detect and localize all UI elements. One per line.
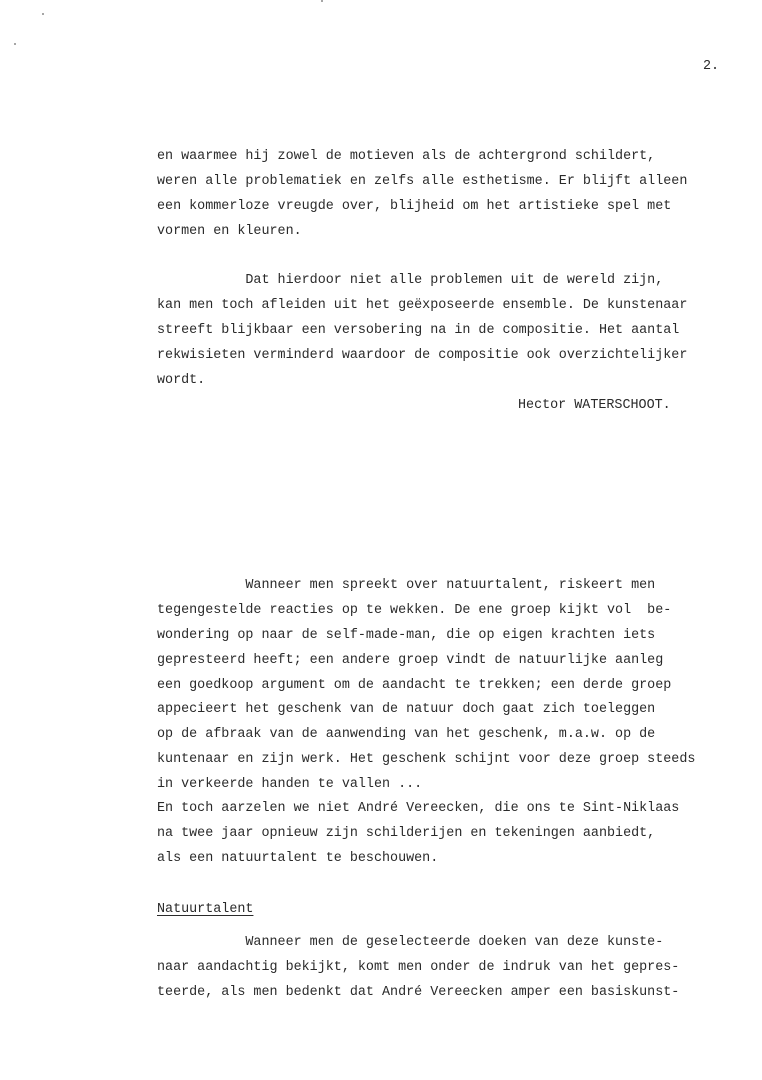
text-line: appecieert het geschenk van de natuur doch gaat zich toeleggen [157,702,656,717]
text-line: in verkeerde handen te vallen ... [157,777,423,792]
page-number: 2. [703,59,720,74]
text-line: Dat hierdoor niet alle problemen uit de wereld zijn, [157,273,664,288]
text-line: en waarmee hij zowel de motieven als de achtergrond schildert, [157,149,656,164]
paper-speck [321,0,323,2]
text-line: teerde, als men bedenkt dat André Vereecken amper een basiskunst- [157,985,680,1000]
text-line: wondering op naar de self-made-man, die op eigen krachten iets [157,628,656,643]
paper-speck [14,43,16,45]
text-line: op de afbraak van de aanwending van het geschenk, m.a.w. op de [157,727,656,742]
text-line: wordt. [157,373,206,388]
text-line: als een natuurtalent te beschouwen. [157,851,439,866]
text-line: En toch aarzelen we niet André Vereecken, die ons te Sint-Niklaas [157,801,680,816]
author-signature: Hector WATERSCHOOT. [518,398,671,413]
text-line: een goedkoop argument om de aandacht te trekken; een derde groep [157,678,672,693]
text-line: vormen en kleuren. [157,224,302,239]
text-line: Wanneer men de geselecteerde doeken van deze kunste- [157,935,664,950]
text-line: Wanneer men spreekt over natuurtalent, riskeert men [157,578,656,593]
text-line: kan men toch afleiden uit het geëxposeerde ensemble. De kunstenaar [157,298,688,313]
text-line: kuntenaar en zijn werk. Het geschenk schijnt voor deze groep steeds [157,752,696,767]
paper-speck [42,13,44,15]
text-line: rekwisieten verminderd waardoor de compositie ook overzichtelijker [157,348,688,363]
text-line: streeft blijkbaar een versobering na in de compositie. Het aantal [157,323,680,338]
text-line: een kommerloze vreugde over, blijheid om het artistieke spel met [157,199,672,214]
section-heading: Natuurtalent [157,902,254,917]
text-line: gepresteerd heeft; een andere groep vindt de natuurlijke aanleg [157,653,664,668]
text-line: tegengestelde reacties op te wekken. De ene groep kijkt vol be- [157,603,672,618]
text-line: naar aandachtig bekijkt, komt men onder de indruk van het gepres- [157,960,680,975]
text-line: weren alle problematiek en zelfs alle esthetisme. Er blijft alleen [157,174,688,189]
text-line: na twee jaar opnieuw zijn schilderijen en tekeningen aanbiedt, [157,826,656,841]
